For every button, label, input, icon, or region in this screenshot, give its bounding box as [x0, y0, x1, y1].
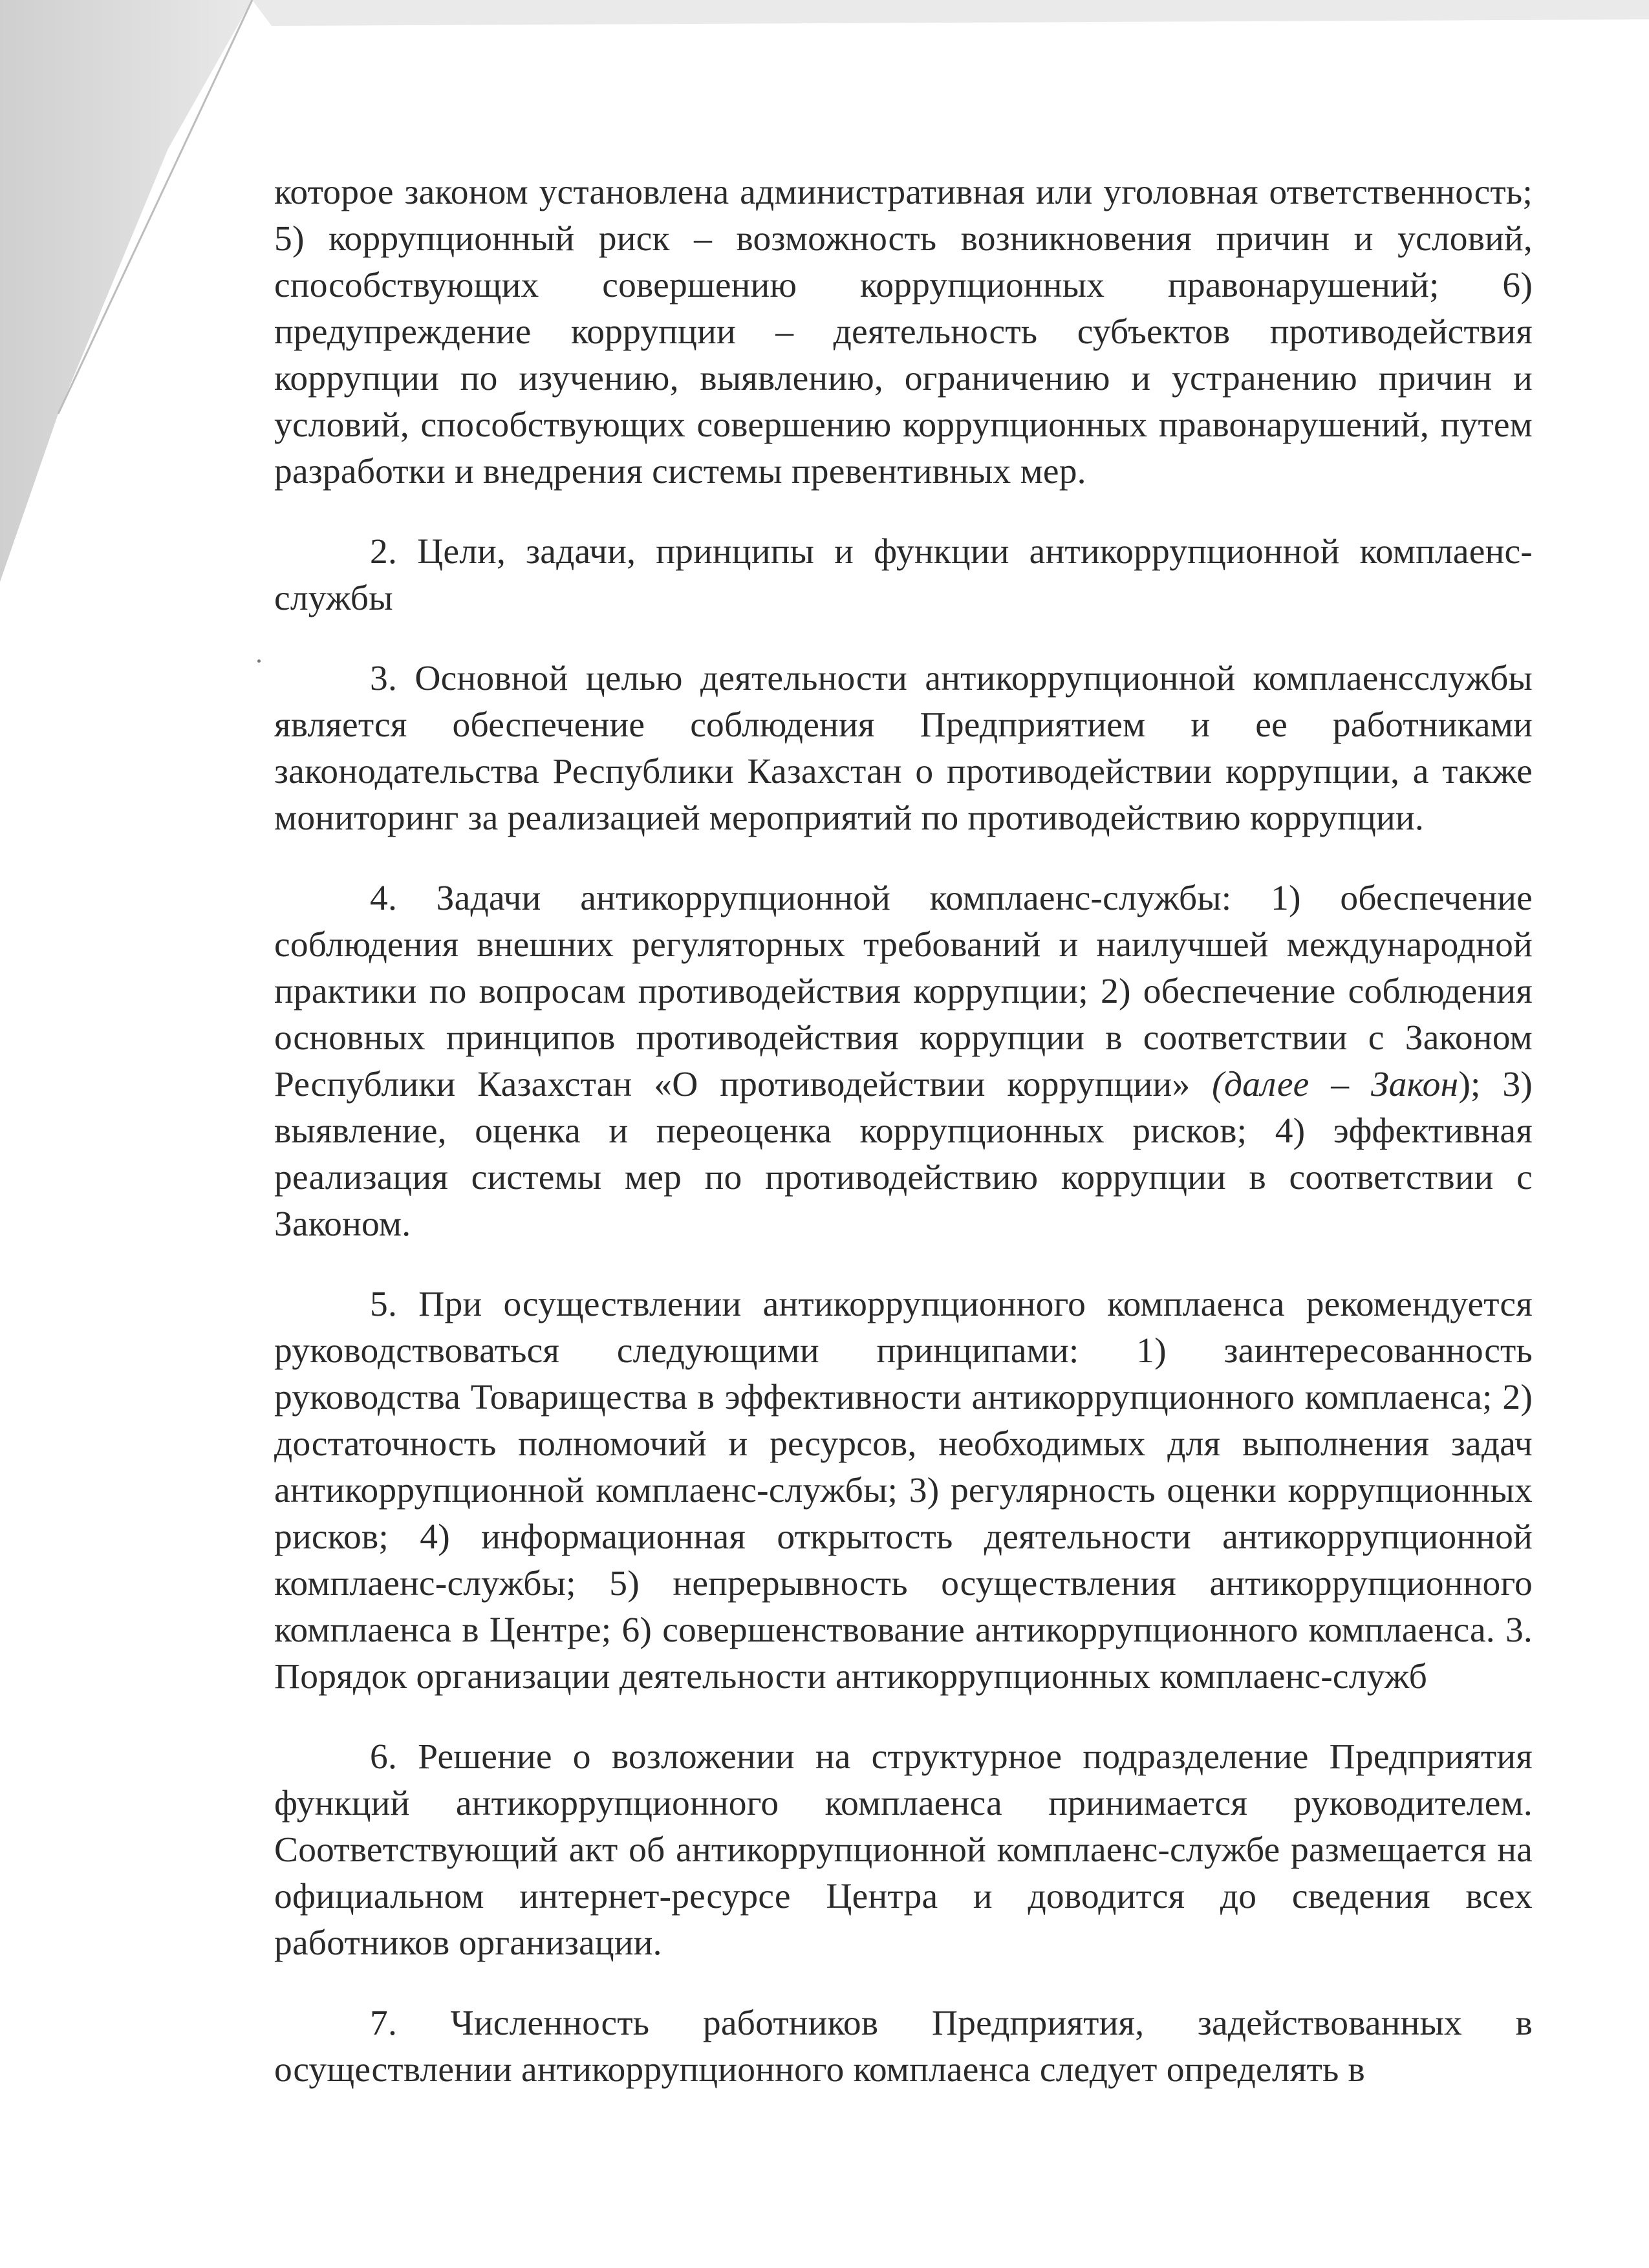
- paragraph-item-4-text-before: 4. Задачи антикоррупционной комплаенс-службы: 1) обеспечение соблюдения внешних регуляторных требований и наилучшей международной практики по вопросам противодействия коррупции; 2) обеспечение соблюдения основных принципов противодействия коррупции в соответствии с Законом Республики Казахстан «О противодействии коррупции»: [274, 879, 1533, 1104]
- document-body: [274, 169, 1533, 2127]
- paragraph-item-4-text-italic: (далее – Закон: [1212, 1065, 1459, 1104]
- paragraph-item-5: 5. При осуществлении антикоррупционного комплаенса рекомендуется руководствоваться следующими принципами: 1) заинтересованность руководства Товарищества в эффективности антикоррупционного комплаенса; 2) достаточность полномочий и ресурсов, необходимых для выполнения задач антикоррупционной комплаенс-службы; 3) регулярность оценки коррупционных рисков; 4) информационная открытость деятельности антикоррупционной комплаенс-службы; 5) непрерывность осуществления антикоррупционного комплаенса в Центре; 6) совершенствование антикоррупционного комплаенса. 3. Порядок организации деятельности антикоррупционных комплаенс-служб: [274, 1285, 1533, 1696]
- scan-speck: [257, 659, 261, 663]
- paragraph-continuation: которое законом установлена административная или уголовная ответственность; 5) коррупционный риск – возможность возникновения причин и условий, способствующих совершению коррупционных правонарушений; 6) предупреждение коррупции – деятельность субъектов противодействия коррупции по изучению, выявлению, ограничению и устранению причин и условий, способствующих совершению коррупционных правонарушений, путем разработки и внедрения системы превентивных мер.: [274, 173, 1533, 491]
- section-heading-2: 2. Цели, задачи, принципы и функции антикоррупционной комплаенс-службы: [274, 532, 1533, 618]
- paragraph-item-6: 6. Решение о возложении на структурное подразделение Предприятия функций антикоррупционного комплаенса принимается руководителем. Соответствующий акт об антикоррупционной комплаенс-службе размещается на официальном интернет-ресурсе Центра и доводится до сведения всех работников организации.: [274, 1737, 1533, 1963]
- paragraph-item-7: 7. Численность работников Предприятия, задействованных в осуществлении антикоррупционного комплаенса следует определять в: [274, 2004, 1533, 2090]
- paragraph-item-3: 3. Основной целью деятельности антикоррупционной комплаенсслужбы является обеспечение соблюдения Предприятием и ее работниками законодательства Республики Казахстан о противодействии коррупции, а также мониторинг за реализацией мероприятий по противодействию коррупции.: [274, 659, 1533, 838]
- paragraph-item-4: [274, 875, 1533, 1248]
- paragraph-item-4-text-after: ); 3) выявление, оценка и переоценка коррупционных рисков; 4) эффективная реализация системы мер по противодействию коррупции в соответствии с Законом.: [274, 1065, 1533, 1244]
